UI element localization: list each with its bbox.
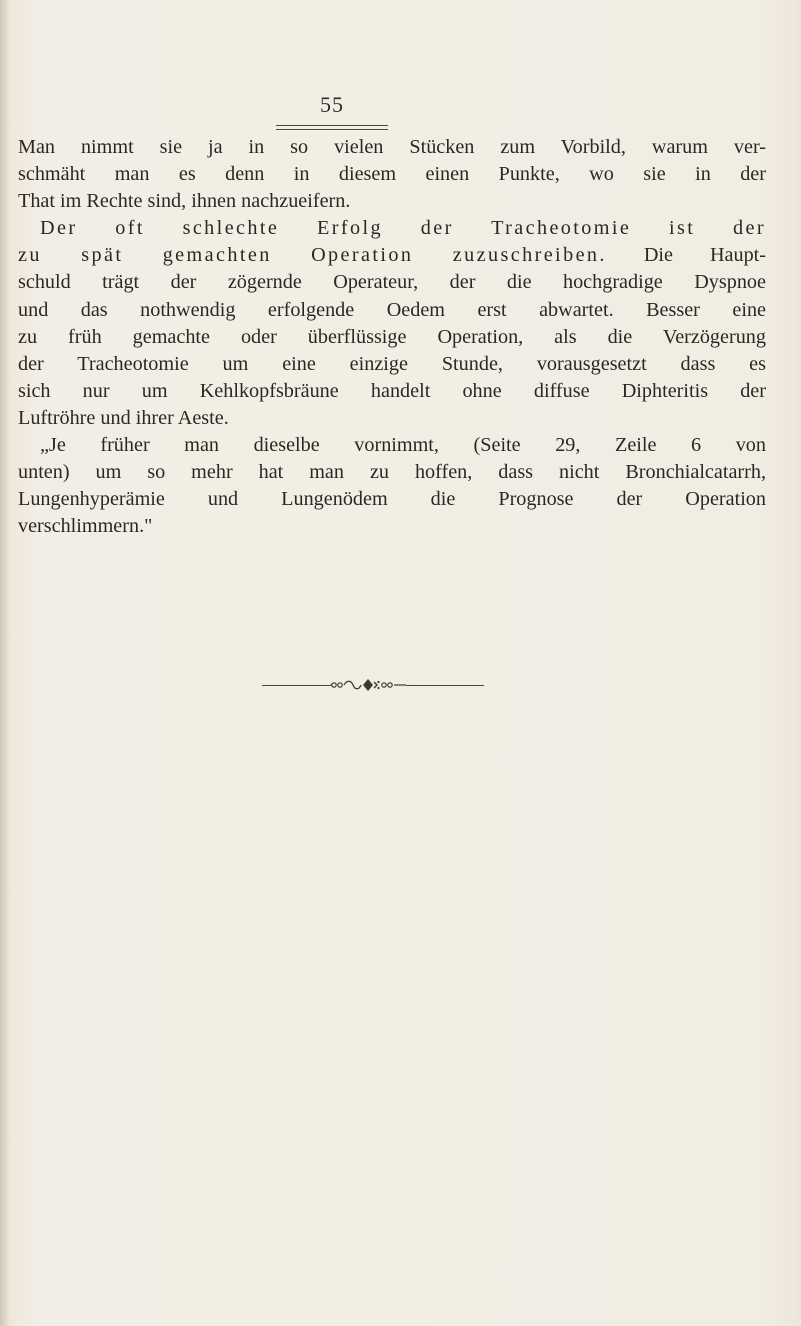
text-line: und das nothwendig erfolgende Oedem erst abwartet. Besser eine — [18, 298, 766, 321]
text-line: schuld trägt der zögernde Operateur, der die hochgradige Dyspnoe — [18, 271, 766, 294]
end-ornament — [262, 678, 484, 692]
text-line-mixed — [18, 242, 766, 269]
text-line: sich nur um Kehlkopfsbräune handelt ohne diffuse Diphteritis der — [18, 379, 766, 402]
page-number: 55 — [320, 92, 344, 117]
body-text — [18, 134, 766, 540]
text-line: Lungenhyperämie und Lungenödem die Prognose der Operation — [18, 488, 766, 511]
text-line: Luftröhre und ihrer Aeste. — [18, 406, 229, 429]
text-line: zu früh gemachte oder überflüssige Operation, als die Verzögerung — [18, 325, 766, 348]
text-line: Man nimmt sie ja in so vielen Stücken zum Vorbild, warum ver- — [18, 136, 766, 158]
paragraph-1 — [18, 134, 766, 215]
paragraph-2 — [18, 215, 766, 432]
header-double-rule — [276, 125, 388, 130]
ornament-rule-right — [406, 685, 484, 686]
text-line-emphasized: Der oft schlechte Erfolg der Tracheotomie ist der — [40, 217, 766, 240]
text-line: „Je früher man dieselbe vornimmt, (Seite 29, Zeile 6 von — [40, 434, 766, 457]
page-spine-shadow — [0, 0, 9, 1326]
text-line: schmäht man es denn in diesem einen Punkte, wo sie in der — [18, 163, 766, 186]
text-line: That im Rechte sind, ihnen nachzueifern. — [18, 190, 351, 213]
text-line: verschlimmern." — [18, 515, 153, 538]
text-line-segment: Die Haupt- — [643, 244, 767, 267]
text-line: der Tracheotomie um eine einzige Stunde, vorausgesetzt dass es — [18, 352, 766, 375]
text-line-emphasized: zu spät gemachten Operation zuzuschreiben. — [18, 244, 607, 267]
ornament-flourish-icon — [330, 678, 406, 692]
text-line: unten) um so mehr hat man zu hoffen, dass nicht Bronchialcatarrh, — [18, 461, 766, 484]
ornament-rule-left — [262, 685, 330, 686]
paragraph-3 — [18, 432, 766, 540]
